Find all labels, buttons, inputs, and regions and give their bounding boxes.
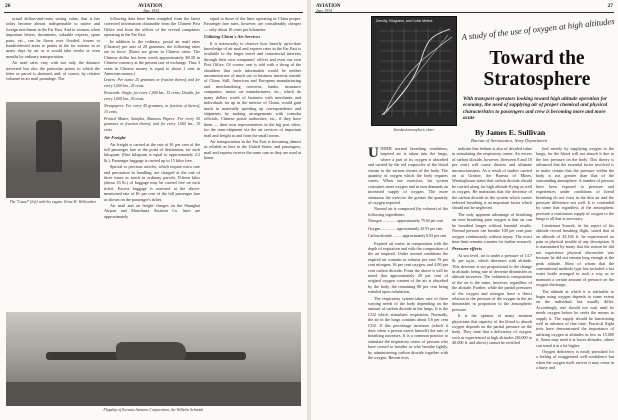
lead-paragraph <box>368 146 448 205</box>
paragraph: Normal air is composed (by volume) of the following ingredients: <box>368 206 448 217</box>
right-col1-text <box>368 146 448 414</box>
rate-line: Postcards: Single, for every 1,000 km., 15 cents; Double, for every 1,000 km., 30 cents. <box>104 91 200 101</box>
paragraph: Expired air varies in composition with the depth of expiration and with the composition of the air inspired. Under normal conditions the expired air contains in volume per cent 79 per cent nitrogen, 16 per cent oxygen, and 4.00 per cent carbon dioxide. From the above it will be noted that approximately 20 per cent of original oxygen content of the air is absorbed by the body, the remaining 80 per cent being exhaled upon exhalation. <box>368 240 448 295</box>
article-byline: By James E. Sullivan <box>475 128 546 137</box>
paragraph: It is noteworthy to observe how heavily up-to-date knowledge of air mail and express rates in the Far East is available to the larger travel and commercial interests through their own companies' offices and even our own Post Office. Of course, one is told with a shrug of the shoulders that such information would be neither uncommon nor of much use to business interests outside of China. Still, American and European manufacturing and merchandising concerns, banks, insurance companies, motor car manufacturers, etc., which do many dollars worth of business with merchants and individuals far up in the interior of China, would gain much in materially speeding up correspondence and shipments by making arrangements with consular officials, Chinese postal authorities, etc., if they have them — their own representatives in the big port cities, for the trans-shipment via the air services of important mail and freight to and from the small towns. <box>204 40 301 138</box>
page-number: 26 <box>5 3 11 9</box>
paragraph: At sea level, air is under a pressure of 14.7 lb. per sq.in., which decreases with altitude. This decrease is not proportional to the change in altitude, being rate of decrease diminishes as altitude increases. The volumetric composition of the air is the same, however, regardless of the altitude. Further, while the partial pressures of the oxygen and nitrogen have a direct relation to the pressure of the oxygen in the air diminishes in proportion to the atmospheric pressure. <box>452 252 532 312</box>
right-col2-text <box>452 146 532 414</box>
curve-temperature <box>386 35 448 113</box>
composition-line: Carbon dioxide ......... approximately 0.03 per cent <box>368 234 447 239</box>
paragraph: equal to those of the lines operating in China proper. Passenger fare rates, however, are considerably cheaper — only about 10 cents per kilometer. <box>204 16 301 32</box>
left-page <box>0 0 307 420</box>
paragraph: fied merely by supplying oxygen to the lungs, for the blood will not absorb it due to the low pressure on the body. This theory is advanced that the essential factor involved is to make certain that the pressure within the body is not greater than that of the surrounding atmosphere. A number of persons have been exposed to pressure and experiences under conditions of literal breathing do not exist in the thin air and the pressure difference not well. It is contended by some that regardless of the atmospheric pressure a continuous supply of oxygen to the lungs is all that is necessary. <box>536 146 614 222</box>
article-kicker: A study of the use of oxygen at high altitudes <box>461 15 615 42</box>
aviator-photo <box>6 102 100 198</box>
paragraph: It is the opinion of many eminent physicians that capacity of the blood to absorb oxygen depends on the partial pressure on the body. They state that a deficiency of oxygen, such as experienced at high altitudes (30,000 to 40,000 ft. and above) cannot be rectified <box>452 313 532 346</box>
paragraph: The only apparent advantage of breathing air over breathing pure oxygen is that air can be breathed longer without harmful results. Normal persons can breathe 100 per cent pure oxygen continuously without injury. The exact time limit remains a matter for further research. <box>452 211 532 244</box>
runway-shade <box>6 382 301 406</box>
title-line: Toward the <box>489 48 585 69</box>
folio-date: June, 1934 <box>143 9 159 13</box>
right-page <box>311 0 618 420</box>
right-col3-text <box>536 146 614 414</box>
figure-silhouette <box>36 120 62 172</box>
drop-cap: U <box>368 146 379 161</box>
left-col3-text <box>204 16 301 308</box>
paragraph: Air transportation in the Far East is becoming almost as reliable as here in the United States, and passengers, mail and express receive the same care as they are used at home. <box>204 138 301 161</box>
paragraph: Air mail and air freight charges on the Shanghai Airport and Manchuria Aviation Co. lines are approximately <box>104 203 200 219</box>
composition-line: Oxygen ............... approximately 20.93 per cent <box>368 226 443 231</box>
paragraph: indicate that helium is also of decided value in stimulating the respiratory center. An excess of carbon dioxide, however, (between 8 and 10 per cent) will cause distress and ultimate unconsciousness. As a result of studies carried on at Greater, the Bureau of Mines, Westinghouse states that carbon dioxide should be carried along for high altitude flying as well as oxygen. He maintains that the decrease of the carbon dioxide in the system which causes reduced breathing is an important factor which should not be neglected. <box>452 146 532 211</box>
author-affiliation: Bureau of Aeronautics, Navy Department <box>471 138 547 143</box>
rate-line: Printed Matter, Samples, Business Papers: For every 50 grammes or fraction thereof, and for every 1,000 km., 15 cents. <box>104 116 200 132</box>
left-col1-text <box>6 16 100 98</box>
chart-title: Density, Kilograms, and Cubic Meters <box>376 19 433 23</box>
paragraph: following data have been compiled from the latest corrected information obtainable from the Chinese Post Office and from the offices of the several companies operating in the Far East. <box>104 16 200 38</box>
left-col2-text <box>104 16 200 308</box>
subhead: Utilizing China's Air Services <box>204 34 261 40</box>
article-title <box>461 48 613 90</box>
paragraph: The altitude at which it is advisable to begin using oxygen depends to some extent on the individual, but usually differ. Accordingly, one should not wait until he needs oxygen before he seeks the means to supply it. The supply should be functioning well in advance of that time. Practical flight tests have demonstrated the importance of utilizing oxygen at altitudes as low as 15,000 ft. Some may need it at lower altitudes, others can stand it at a lot higher. <box>536 288 614 348</box>
header-rule <box>315 12 614 13</box>
rate-line: Newspapers: For every 40 grammes, or fraction of thereof, 15 cents. <box>104 104 200 114</box>
paragraph: Air mail rates vary with not only the distance traversed but also the particular points to which the letter or parcel is destined, and, of course, by relative volumes in air mail poundage. The <box>6 60 100 82</box>
subhead: Pressure effects <box>452 246 482 252</box>
paragraph: In addition to the ordinary, postal air mail rates (Chinese) per unit of 20 grammes, the following rates are in force: (Rates are given in Chinese cents. The Chinese dollar has been worth approximately $0.30 in Chinese currency at the present rate of exchange. Thus 3 cents in Chinese money is equal to about 1 cent in American money.) <box>104 38 200 77</box>
composition-line: Nitrogen .............. approximately 79.04 per cent <box>368 219 443 224</box>
aircraft-fuselage <box>116 342 186 360</box>
aircraft-photo <box>6 312 301 406</box>
lead-text: NDER normal breathing conditions, inspired air is taken into the lungs, where a part of its oxygen is absorbed and carried by the red corpuscles of the blood stream to the various tissues of the body. The quantity of oxygen which the body requires varies. When one exercises, his system consumes more oxygen and in turn demands an increased supply of oxygen. The more strenuous the exercise the greater the quantity of oxygen required. <box>368 146 448 206</box>
atmosphere-chart <box>371 16 457 126</box>
photo-caption: Flagship of Eurasia Aviation Corporation, the Wilhelm Schmidt. <box>103 408 204 412</box>
article-deck: With transport operators looking toward high altitude operation for economy, the need of supplying air of proper chemical and physical characteristics to passengers and crew is becoming more and more acute <box>463 96 608 122</box>
paragraph: Air freight is carried at the rate of $1 per cent of the full passenger fare to the point of destination, for each kilogram. (One kilogram is equal to approximately 2.2 lb.). Passenger baggage is carried up to 15 kilos free. <box>104 141 200 163</box>
paragraph: Lieutenant Soucek, in his report of his altitude record breaking flight, stated that at an altitude of 43,166 ft. he experienced no pain or physical trouble of any description. It is maintained by many that the reason he did not experience physical discomfort was because he did not remain long enough at the peak altitude. Most of whom that the conventional methods type lost included a hot water bottle arranged in such a way as to maintain a certain amount of pressure on the oxygen discharge. <box>536 222 614 288</box>
rate-line: Letters: Per ounce 25 grammes or fraction thereof, and for every 1,000 km., 25 cents. <box>104 78 200 88</box>
title-line: Stratosphere <box>483 69 591 90</box>
photo-caption: The "Canal" (left) with his engine. Ernst H. Wellreuther <box>9 200 97 204</box>
folio-date: June, 1934 <box>316 9 332 13</box>
paragraph: Oxygen deficiency is easily provoked for a feeling of exaggerated well-confidence but when the oxygen itself arrives it may come in a hurry and <box>536 349 614 371</box>
paragraph: The respiratory system takes care of these varying needs of the body depending on the amount of carbon dioxide in the lungs. It is the CO2 which stimulates respiration. Normally, the air in the lungs contains about 5.6 per cent CO2. If this percentage increases (which it does when a person exerts himself) the rate of breathing increases. It is a common practice to stimulate the respiratory center of persons who have ceased to breathe or who breathe lightly, by administering carbon dioxide together with the oxygen. Recent tests <box>368 295 448 361</box>
header-rule <box>4 12 303 13</box>
paragraph: actual dollars-and-cents saving value, that it has today become almost indispensable to native and foreign merchants in the Far East. And to women, when important letters, documents, valuable express, spare parts, etc., can be flown over flooded, frozen or banditinfested areas to points in the far interior in as many days by air as it would take weeks or even months by ordinary transportation. <box>6 16 100 59</box>
subhead: Air Freight <box>104 135 126 141</box>
page-number: 27 <box>607 3 613 9</box>
folio-title: AVIATION <box>316 4 341 9</box>
chart-caption: Standard atmospheric chart. <box>393 128 435 132</box>
chart-plot <box>372 17 458 127</box>
folio-title: AVIATION <box>138 4 163 9</box>
ground-shade <box>6 172 100 198</box>
paragraph: Special or precious articles, which require extra care and precaution in handling, are charged at the rate of three times as much as ordinary parcels. Fifteen kilos (about 33 lb.) of baggage may be carried free on each ticket. Excess baggage is assessed at the above-mentioned rate of $1 per cent of the full passenger fare as shown on the passenger's ticket. <box>104 164 200 202</box>
